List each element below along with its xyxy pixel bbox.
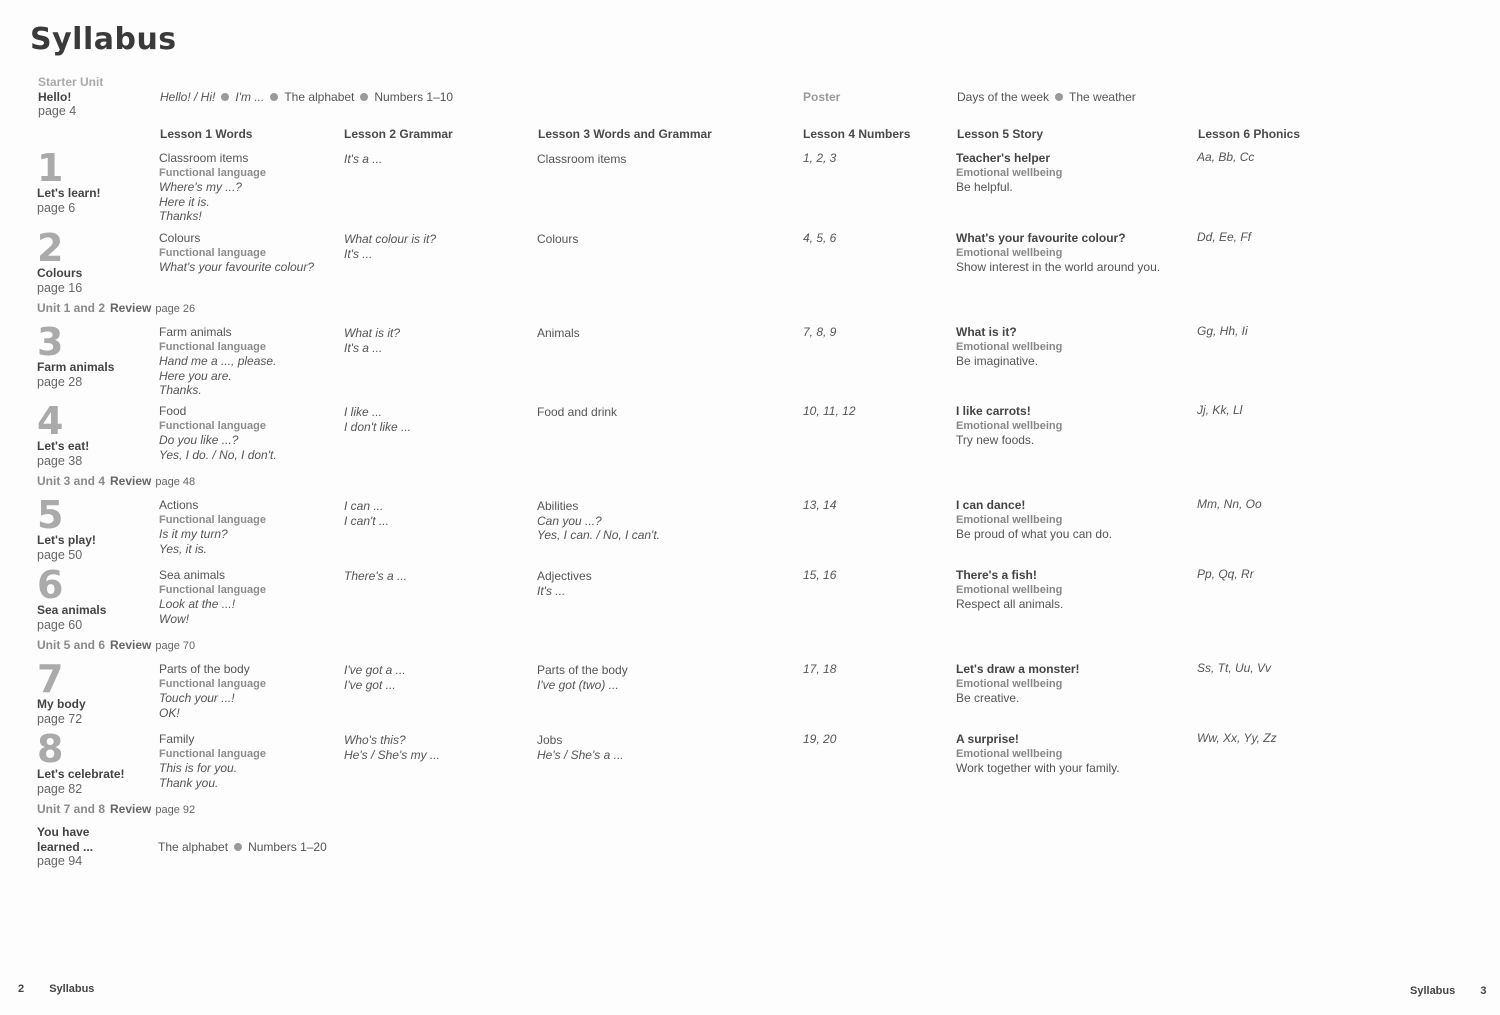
lesson-4-numbers: 19, 20 [803, 732, 837, 746]
starter-item: I'm ... [235, 90, 265, 104]
lesson-3-phrase: It's ... [537, 583, 566, 598]
lesson-3-word: Animals [537, 326, 580, 340]
functional-language-label: Functional language [159, 513, 266, 526]
grammar-phrase: He's / She's my ... [344, 747, 440, 762]
functional-language-label: Functional language [159, 166, 266, 179]
emotional-wellbeing-label: Emotional wellbeing [956, 583, 1063, 596]
review-label: Review [110, 802, 152, 816]
unit-header [37, 320, 115, 389]
lesson-6-phonics: Jj, Kk, Ll [1197, 403, 1243, 417]
page-number-left: 2 [18, 983, 25, 995]
review-row [37, 301, 195, 317]
unit-header [37, 399, 90, 468]
lesson-3-word: Adjectives [537, 569, 592, 583]
wellbeing-text: Respect all animals. [956, 597, 1064, 611]
lesson-2-cell [344, 405, 411, 434]
lesson-5-cell [956, 498, 1112, 542]
lesson-3-cell [537, 733, 624, 762]
review-label: Review [110, 474, 152, 488]
footer-label-left: Syllabus [49, 983, 95, 995]
lesson-4-numbers: 7, 8, 9 [803, 325, 837, 339]
poster-item: Days of the week [957, 90, 1050, 104]
grammar-phrase: I don't like ... [344, 419, 411, 434]
lesson-2-cell [344, 499, 389, 528]
lesson-5-cell [956, 568, 1063, 612]
lesson-1-cell [159, 404, 277, 462]
learned-block [37, 825, 93, 869]
functional-language-label: Functional language [159, 677, 266, 690]
functional-phrase: Here you are. [159, 368, 232, 383]
lesson-1-cell [159, 325, 276, 398]
unit-number: 5 [37, 493, 64, 537]
grammar-phrase: I like ... [344, 405, 383, 419]
unit-page: page 16 [37, 280, 83, 295]
lesson-5-cell [956, 732, 1120, 776]
lesson-5-cell [956, 404, 1062, 448]
bullet-icon [360, 93, 368, 101]
emotional-wellbeing-label: Emotional wellbeing [956, 677, 1063, 690]
review-page: page 70 [155, 640, 196, 652]
lesson-3-word: Jobs [537, 733, 563, 747]
functional-phrase: Do you like ...? [159, 433, 239, 447]
review-unit: Unit 3 and 4 [37, 474, 106, 488]
lesson-3-word: Parts of the body [537, 663, 628, 677]
unit-name: Let's celebrate! [37, 767, 125, 781]
unit-header [37, 493, 96, 562]
wellbeing-text: Show interest in the world around you. [956, 260, 1161, 274]
learned-name-line2: learned ... [37, 839, 94, 854]
footer-right [1410, 985, 1486, 997]
lesson-1-cell [159, 231, 314, 275]
starter-page: page 4 [38, 104, 77, 118]
lesson-2-cell [344, 663, 406, 692]
lesson-3-cell [537, 232, 578, 247]
grammar-phrase: I can't ... [344, 513, 389, 528]
bullet-icon [1055, 93, 1063, 101]
lesson-6-phonics: Dd, Ee, Ff [1197, 230, 1252, 244]
header-lesson-5: Lesson 5 Story [957, 127, 1044, 141]
lesson-1-word: Actions [159, 498, 199, 512]
unit-name: Let's eat! [37, 439, 90, 453]
lesson-1-cell [159, 151, 266, 224]
emotional-wellbeing-label: Emotional wellbeing [956, 513, 1063, 526]
unit-header [37, 657, 86, 726]
story-title: What is it? [956, 325, 1017, 339]
functional-language-label: Functional language [159, 246, 266, 259]
lesson-6-phonics: Ss, Tt, Uu, Vv [1197, 661, 1272, 675]
functional-phrase: OK! [159, 705, 180, 720]
bullet-icon [221, 93, 229, 101]
lesson-6-phonics: Ww, Xx, Yy, Zz [1197, 731, 1277, 745]
review-label: Review [110, 301, 152, 315]
lesson-1-word: Sea animals [159, 568, 226, 582]
learned-item: The alphabet [158, 840, 229, 854]
lesson-4-numbers: 17, 18 [803, 662, 837, 676]
bullet-icon [270, 93, 278, 101]
unit-number: 1 [37, 146, 64, 190]
lesson-1-word: Family [159, 732, 195, 746]
lesson-3-word: Food and drink [537, 405, 618, 419]
lesson-3-cell [537, 499, 660, 543]
emotional-wellbeing-label: Emotional wellbeing [956, 747, 1063, 760]
wellbeing-text: Be helpful. [956, 180, 1013, 194]
grammar-phrase: What colour is it? [344, 232, 437, 246]
starter-label: Starter Unit [38, 75, 104, 89]
learned-page: page 94 [37, 854, 83, 868]
unit-page: page 38 [37, 453, 83, 468]
story-title: What's your favourite colour? [956, 231, 1126, 245]
functional-phrase: Here it is. [159, 194, 210, 209]
unit-number: 3 [37, 320, 64, 364]
functional-phrase: Where's my ...? [159, 180, 242, 194]
functional-language-label: Functional language [159, 340, 266, 353]
learned-item: Numbers 1–20 [248, 840, 327, 854]
header-lesson-1: Lesson 1 Words [160, 127, 253, 141]
lesson-1-word: Parts of the body [159, 662, 250, 676]
unit-name: Let's learn! [37, 186, 101, 200]
emotional-wellbeing-label: Emotional wellbeing [956, 166, 1063, 179]
lesson-3-word: Colours [537, 232, 579, 246]
unit-header [37, 727, 125, 796]
functional-phrase: Look at the ...! [159, 597, 236, 611]
lesson-2-cell [344, 152, 382, 167]
lesson-6-phonics: Gg, Hh, Ii [1197, 324, 1248, 338]
review-row [37, 638, 195, 654]
starter-item: Hello! / Hi! [160, 90, 216, 104]
lesson-6-phonics: Aa, Bb, Cc [1197, 150, 1255, 164]
lesson-6-phonics: Pp, Qq, Rr [1197, 567, 1254, 581]
lesson-2-cell [344, 232, 436, 261]
emotional-wellbeing-label: Emotional wellbeing [956, 246, 1063, 259]
lesson-2-cell [344, 326, 400, 355]
functional-language-label: Functional language [159, 583, 266, 596]
poster-label: Poster [803, 90, 841, 104]
unit-page: page 82 [37, 781, 83, 796]
lesson-5-cell [956, 325, 1062, 369]
emotional-wellbeing-label: Emotional wellbeing [956, 340, 1063, 353]
grammar-phrase: It's a ... [344, 152, 383, 166]
unit-name: Sea animals [37, 603, 107, 617]
review-label: Review [110, 638, 152, 652]
review-row [37, 474, 195, 490]
functional-phrase: Touch your ...! [159, 691, 235, 705]
lesson-3-cell [537, 326, 580, 341]
emotional-wellbeing-label: Emotional wellbeing [956, 419, 1063, 432]
lesson-3-cell [537, 405, 617, 420]
unit-name: My body [37, 697, 86, 711]
functional-phrase: What's your favourite colour? [159, 260, 315, 274]
header-lesson-6: Lesson 6 Phonics [1198, 127, 1301, 141]
header-lesson-3: Lesson 3 Words and Grammar [538, 127, 712, 141]
review-unit: Unit 1 and 2 [37, 301, 106, 315]
grammar-phrase: I've got a ... [344, 663, 406, 677]
unit-header [37, 226, 83, 295]
lesson-4-numbers: 1, 2, 3 [803, 151, 837, 165]
grammar-phrase: There's a ... [344, 569, 407, 583]
lesson-1-cell [159, 498, 266, 556]
lesson-3-cell [537, 663, 628, 692]
lesson-3-cell [537, 152, 626, 167]
review-unit: Unit 5 and 6 [37, 638, 106, 652]
unit-page: page 6 [37, 200, 76, 215]
header-lesson-2: Lesson 2 Grammar [344, 127, 453, 141]
lesson-4-numbers: 13, 14 [803, 498, 837, 512]
story-title: Teacher's helper [956, 151, 1051, 165]
story-title: I can dance! [956, 498, 1026, 512]
story-title: I like carrots! [956, 404, 1031, 418]
learned-items [158, 840, 327, 855]
lesson-3-word: Classroom items [537, 152, 627, 166]
unit-page: page 72 [37, 711, 83, 726]
functional-phrase: Wow! [159, 611, 189, 626]
review-page: page 26 [155, 303, 196, 315]
lesson-4-numbers: 10, 11, 12 [803, 404, 856, 418]
lesson-1-word: Food [159, 404, 187, 418]
grammar-phrase: What is it? [344, 326, 401, 340]
functional-language-label: Functional language [159, 419, 266, 432]
functional-phrase: Hand me a ..., please. [159, 354, 277, 368]
grammar-phrase: Who's this? [344, 733, 406, 747]
starter-items [160, 90, 453, 105]
page-number-right: 3 [1480, 985, 1487, 997]
lesson-3-phrase: Can you ...? [537, 513, 602, 528]
lesson-1-word: Farm animals [159, 325, 232, 339]
functional-phrase: Is it my turn? [159, 527, 228, 541]
poster-items [957, 90, 1136, 105]
story-title: There's a fish! [956, 568, 1037, 582]
lesson-1-cell [159, 662, 266, 720]
unit-name: Colours [37, 266, 83, 280]
lesson-1-cell [159, 568, 266, 626]
lesson-5-cell [956, 151, 1062, 195]
grammar-phrase: It's ... [344, 246, 373, 261]
functional-language-label: Functional language [159, 747, 266, 760]
unit-page: page 28 [37, 374, 83, 389]
unit-number: 6 [37, 563, 64, 607]
grammar-phrase: I can ... [344, 499, 384, 513]
unit-name: Farm animals [37, 360, 115, 374]
lesson-4-numbers: 15, 16 [803, 568, 837, 582]
functional-phrase: Thank you. [159, 775, 219, 790]
header-lesson-4: Lesson 4 Numbers [803, 127, 911, 141]
starter-item: Numbers 1–10 [374, 90, 454, 104]
unit-header [37, 146, 101, 215]
lesson-2-cell [344, 569, 407, 584]
bullet-icon [234, 843, 242, 851]
functional-phrase: This is for you. [159, 761, 238, 775]
wellbeing-text: Work together with your family. [956, 761, 1120, 775]
unit-number: 8 [37, 727, 64, 771]
lesson-5-cell [956, 231, 1160, 275]
functional-phrase: Yes, I do. / No, I don't. [159, 447, 277, 462]
unit-header [37, 563, 107, 632]
review-row [37, 802, 195, 818]
lesson-1-word: Colours [159, 231, 201, 245]
poster-item: The weather [1069, 90, 1136, 104]
functional-phrase: Yes, it is. [159, 541, 208, 556]
lesson-4-numbers: 4, 5, 6 [803, 231, 837, 245]
lesson-3-cell [537, 569, 592, 598]
grammar-phrase: I've got ... [344, 677, 396, 692]
functional-phrase: Thanks! [159, 209, 202, 223]
review-page: page 92 [155, 804, 196, 816]
page-title: Syllabus [30, 22, 177, 57]
unit-page: page 60 [37, 617, 83, 632]
lesson-1-cell [159, 732, 266, 790]
story-title: Let's draw a monster! [956, 662, 1080, 676]
lesson-2-cell [344, 733, 440, 762]
wellbeing-text: Be proud of what you can do. [956, 527, 1113, 541]
unit-name: Let's play! [37, 533, 96, 547]
starter-unit [38, 75, 103, 119]
lesson-3-word: Abilities [537, 499, 579, 513]
grammar-phrase: It's a ... [344, 340, 383, 355]
unit-number: 4 [37, 399, 64, 443]
review-unit: Unit 7 and 8 [37, 802, 106, 816]
starter-name: Hello! [38, 89, 72, 104]
functional-phrase: Thanks. [159, 383, 202, 397]
story-title: A surprise! [956, 732, 1019, 746]
lesson-3-phrase: Yes, I can. / No, I can't. [537, 528, 661, 542]
wellbeing-text: Be creative. [956, 691, 1020, 705]
wellbeing-text: Be imaginative. [956, 354, 1039, 368]
lesson-5-cell [956, 662, 1080, 706]
learned-name-line1: You have [37, 825, 90, 839]
footer-label-right: Syllabus [1410, 985, 1456, 997]
lesson-6-phonics: Mm, Nn, Oo [1197, 497, 1262, 511]
lesson-3-phrase: I've got (two) ... [537, 677, 619, 692]
wellbeing-text: Try new foods. [956, 433, 1035, 447]
footer-left [18, 983, 94, 995]
lesson-3-phrase: He's / She's a ... [537, 747, 624, 762]
lesson-1-word: Classroom items [159, 151, 249, 165]
unit-number: 7 [37, 657, 64, 701]
review-page: page 48 [155, 476, 196, 488]
starter-item: The alphabet [284, 90, 355, 104]
unit-page: page 50 [37, 547, 83, 562]
unit-number: 2 [37, 226, 64, 270]
